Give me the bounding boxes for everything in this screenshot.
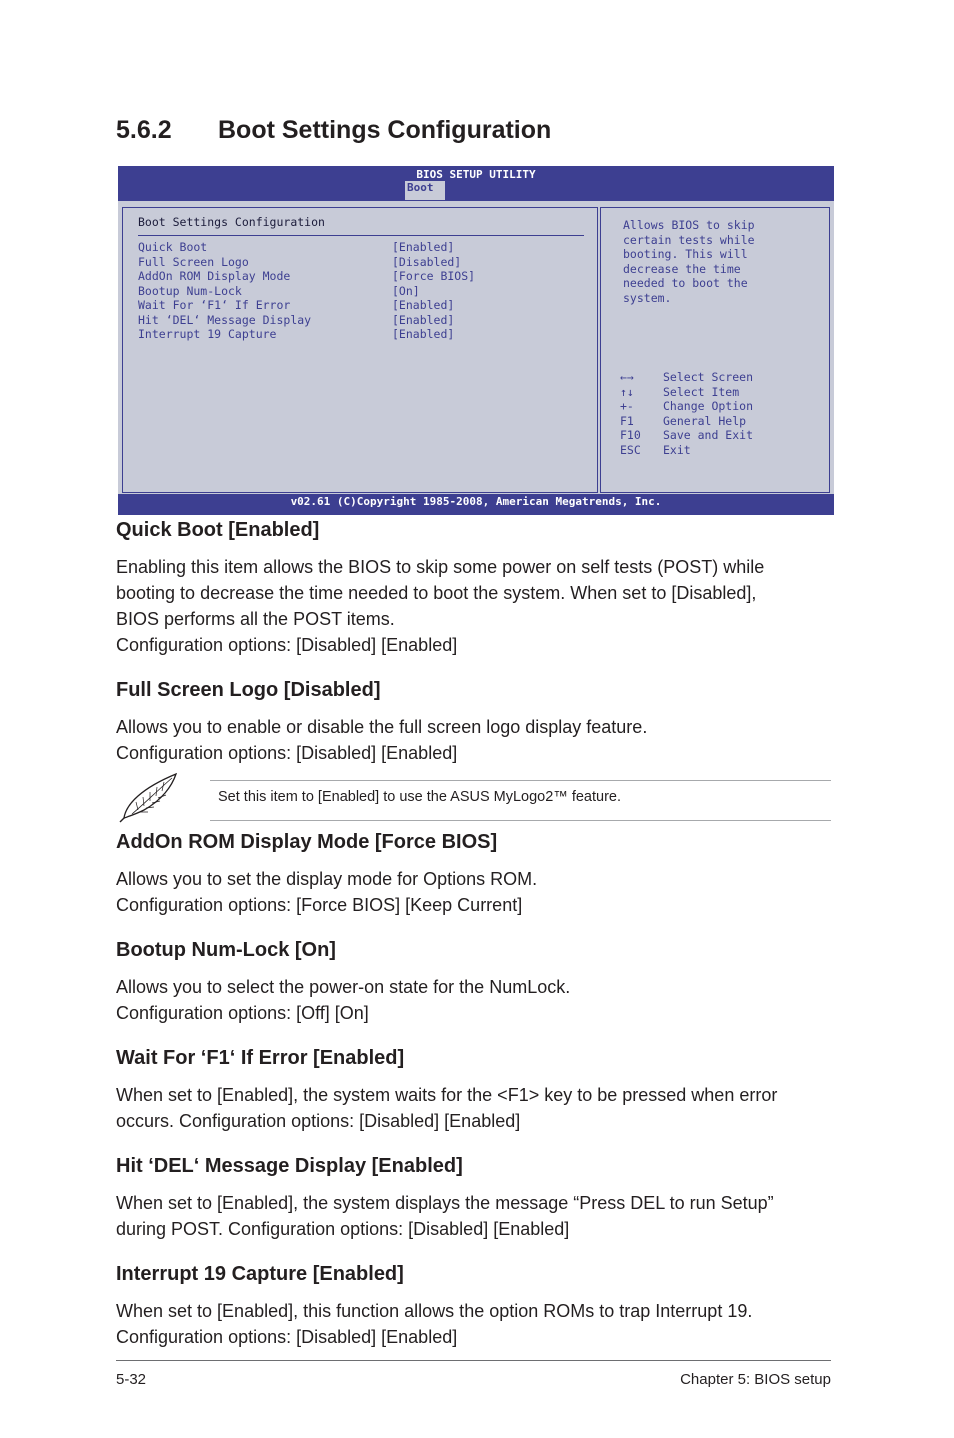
text-line: When set to [Enabled], this function allows the option ROMs to trap Interrupt 19. bbox=[116, 1301, 753, 1321]
bios-divider bbox=[138, 235, 584, 236]
text-line: Configuration options: [Force BIOS] [Keep Current] bbox=[116, 895, 523, 915]
key-plus-minus: +- bbox=[620, 399, 634, 413]
feather-icon bbox=[114, 770, 180, 826]
text-line: Configuration options: [Disabled] [Enabled] bbox=[116, 635, 458, 655]
page-number: 5-32 bbox=[116, 1371, 147, 1388]
bios-key-legend bbox=[620, 370, 753, 457]
text-line: Allows you to set the display mode for Options ROM. bbox=[116, 869, 538, 889]
key-action: Select Screen bbox=[663, 370, 754, 384]
bios-submenu-title: Boot Settings Configuration bbox=[138, 215, 325, 229]
heading-quick-boot: Quick Boot [Enabled] bbox=[116, 519, 320, 541]
bios-title: BIOS SETUP UTILITY bbox=[416, 168, 536, 181]
key-esc: ESC bbox=[620, 442, 641, 457]
paragraph-wait-for-f1 bbox=[116, 1082, 846, 1134]
bios-help-text: Allows BIOS to skip certain tests while booting. This will decrease the time needed to boot the system. bbox=[623, 218, 755, 305]
text-line: When set to [Enabled], the system displays the message “Press DEL to run Setup” bbox=[116, 1193, 774, 1213]
bios-main-panel bbox=[122, 207, 598, 493]
section-title-text: Boot Settings Configuration bbox=[218, 116, 552, 144]
bios-help-panel bbox=[600, 207, 830, 493]
text-line: occurs. Configuration options: [Disabled] [Enabled] bbox=[116, 1111, 521, 1131]
key-legend-row bbox=[620, 370, 753, 385]
text-line: Configuration options: [Disabled] [Enabled] bbox=[116, 743, 458, 763]
bios-item-label: Full Screen Logo bbox=[138, 254, 249, 269]
text-line: Configuration options: [Off] [On] bbox=[116, 1003, 369, 1023]
key-arrows-lr-icon: ←→ bbox=[620, 370, 634, 384]
key-legend-row bbox=[620, 399, 753, 414]
bios-item-interrupt-19-capture[interactable] bbox=[138, 327, 475, 342]
bios-screenshot bbox=[118, 166, 834, 515]
note-bottom-rule bbox=[210, 820, 831, 821]
paragraph-quick-boot bbox=[116, 554, 846, 658]
text-line: during POST. Configuration options: [Disabled] [Enabled] bbox=[116, 1219, 570, 1239]
bios-item-label: Hit ‘DEL‘ Message Display bbox=[138, 312, 312, 327]
key-f1: F1 bbox=[620, 413, 634, 428]
text-line: Allows you to select the power-on state for the NumLock. bbox=[116, 977, 571, 997]
bios-item-label: AddOn ROM Display Mode bbox=[138, 269, 291, 283]
paragraph-interrupt-19-capture bbox=[116, 1298, 846, 1350]
heading-interrupt-19-capture: Interrupt 19 Capture [Enabled] bbox=[116, 1263, 404, 1285]
paragraph-full-screen-logo bbox=[116, 714, 846, 766]
bios-item-value: [On] bbox=[392, 283, 420, 298]
note-text: Set this item to [Enabled] to use the ASUS MyLogo2™ feature. bbox=[218, 789, 622, 805]
bios-item-value: [Enabled] bbox=[392, 327, 455, 341]
bios-item-value: [Force BIOS] bbox=[392, 269, 476, 283]
key-legend-row bbox=[620, 414, 753, 429]
key-legend-row bbox=[620, 385, 753, 400]
bios-item-label: Bootup Num-Lock bbox=[138, 283, 242, 298]
key-action: General Help bbox=[663, 413, 747, 428]
bios-item-value: [Enabled] bbox=[392, 298, 455, 312]
bios-tab-boot[interactable]: Boot bbox=[405, 181, 445, 200]
paragraph-addon-rom-display-mode bbox=[116, 866, 846, 918]
key-action: Exit bbox=[663, 442, 691, 457]
section-title bbox=[116, 116, 551, 145]
bios-item-label: Wait For ‘F1‘ If Error bbox=[138, 298, 291, 312]
bios-item-list bbox=[138, 240, 475, 342]
key-action: Select Item bbox=[663, 384, 740, 399]
key-action: Save and Exit bbox=[663, 428, 754, 442]
text-line: Configuration options: [Disabled] [Enabled] bbox=[116, 1327, 458, 1347]
bios-titlebar bbox=[118, 166, 834, 201]
bios-item-hit-del-message[interactable] bbox=[138, 313, 475, 328]
key-f10: F10 bbox=[620, 428, 641, 442]
bios-item-value: [Enabled] bbox=[392, 240, 455, 254]
heading-wait-for-f1: Wait For ‘F1‘ If Error [Enabled] bbox=[116, 1047, 405, 1069]
bios-item-addon-rom-display-mode[interactable] bbox=[138, 269, 475, 284]
bios-item-label: Interrupt 19 Capture bbox=[138, 327, 277, 341]
heading-addon-rom-display-mode: AddOn ROM Display Mode [Force BIOS] bbox=[116, 831, 498, 853]
key-legend-row bbox=[620, 443, 753, 458]
paragraph-bootup-num-lock bbox=[116, 974, 846, 1026]
bios-item-value: [Disabled] bbox=[392, 254, 462, 269]
key-arrows-ud-icon: ↑↓ bbox=[620, 384, 634, 399]
heading-bootup-num-lock: Bootup Num-Lock [On] bbox=[116, 939, 336, 961]
note-top-rule bbox=[210, 780, 831, 781]
text-line: BIOS performs all the POST items. bbox=[116, 609, 395, 629]
bios-copyright-footer: v02.61 (C)Copyright 1985-2008, American Megatrends, Inc. bbox=[118, 494, 834, 515]
bios-item-quick-boot[interactable] bbox=[138, 240, 475, 255]
bios-item-bootup-num-lock[interactable] bbox=[138, 284, 475, 299]
bios-item-wait-for-f1[interactable] bbox=[138, 298, 475, 313]
heading-hit-del-message: Hit ‘DEL‘ Message Display [Enabled] bbox=[116, 1155, 463, 1177]
heading-full-screen-logo: Full Screen Logo [Disabled] bbox=[116, 679, 381, 701]
text-line: Enabling this item allows the BIOS to skip some power on self tests (POST) while bbox=[116, 557, 765, 577]
bios-item-full-screen-logo[interactable] bbox=[138, 255, 475, 270]
text-line: When set to [Enabled], the system waits for the <F1> key to be pressed when error bbox=[116, 1085, 778, 1105]
bios-item-value: [Enabled] bbox=[392, 312, 455, 327]
chapter-label: Chapter 5: BIOS setup bbox=[680, 1371, 831, 1388]
paragraph-hit-del-message bbox=[116, 1190, 846, 1242]
section-number: 5.6.2 bbox=[116, 116, 172, 144]
key-action: Change Option bbox=[663, 399, 754, 413]
text-line: booting to decrease the time needed to boot the system. When set to [Disabled], bbox=[116, 583, 757, 603]
text-line: Allows you to enable or disable the full screen logo display feature. bbox=[116, 717, 648, 737]
bios-item-label: Quick Boot bbox=[138, 240, 208, 254]
footer-rule bbox=[116, 1360, 831, 1361]
key-legend-row bbox=[620, 428, 753, 443]
